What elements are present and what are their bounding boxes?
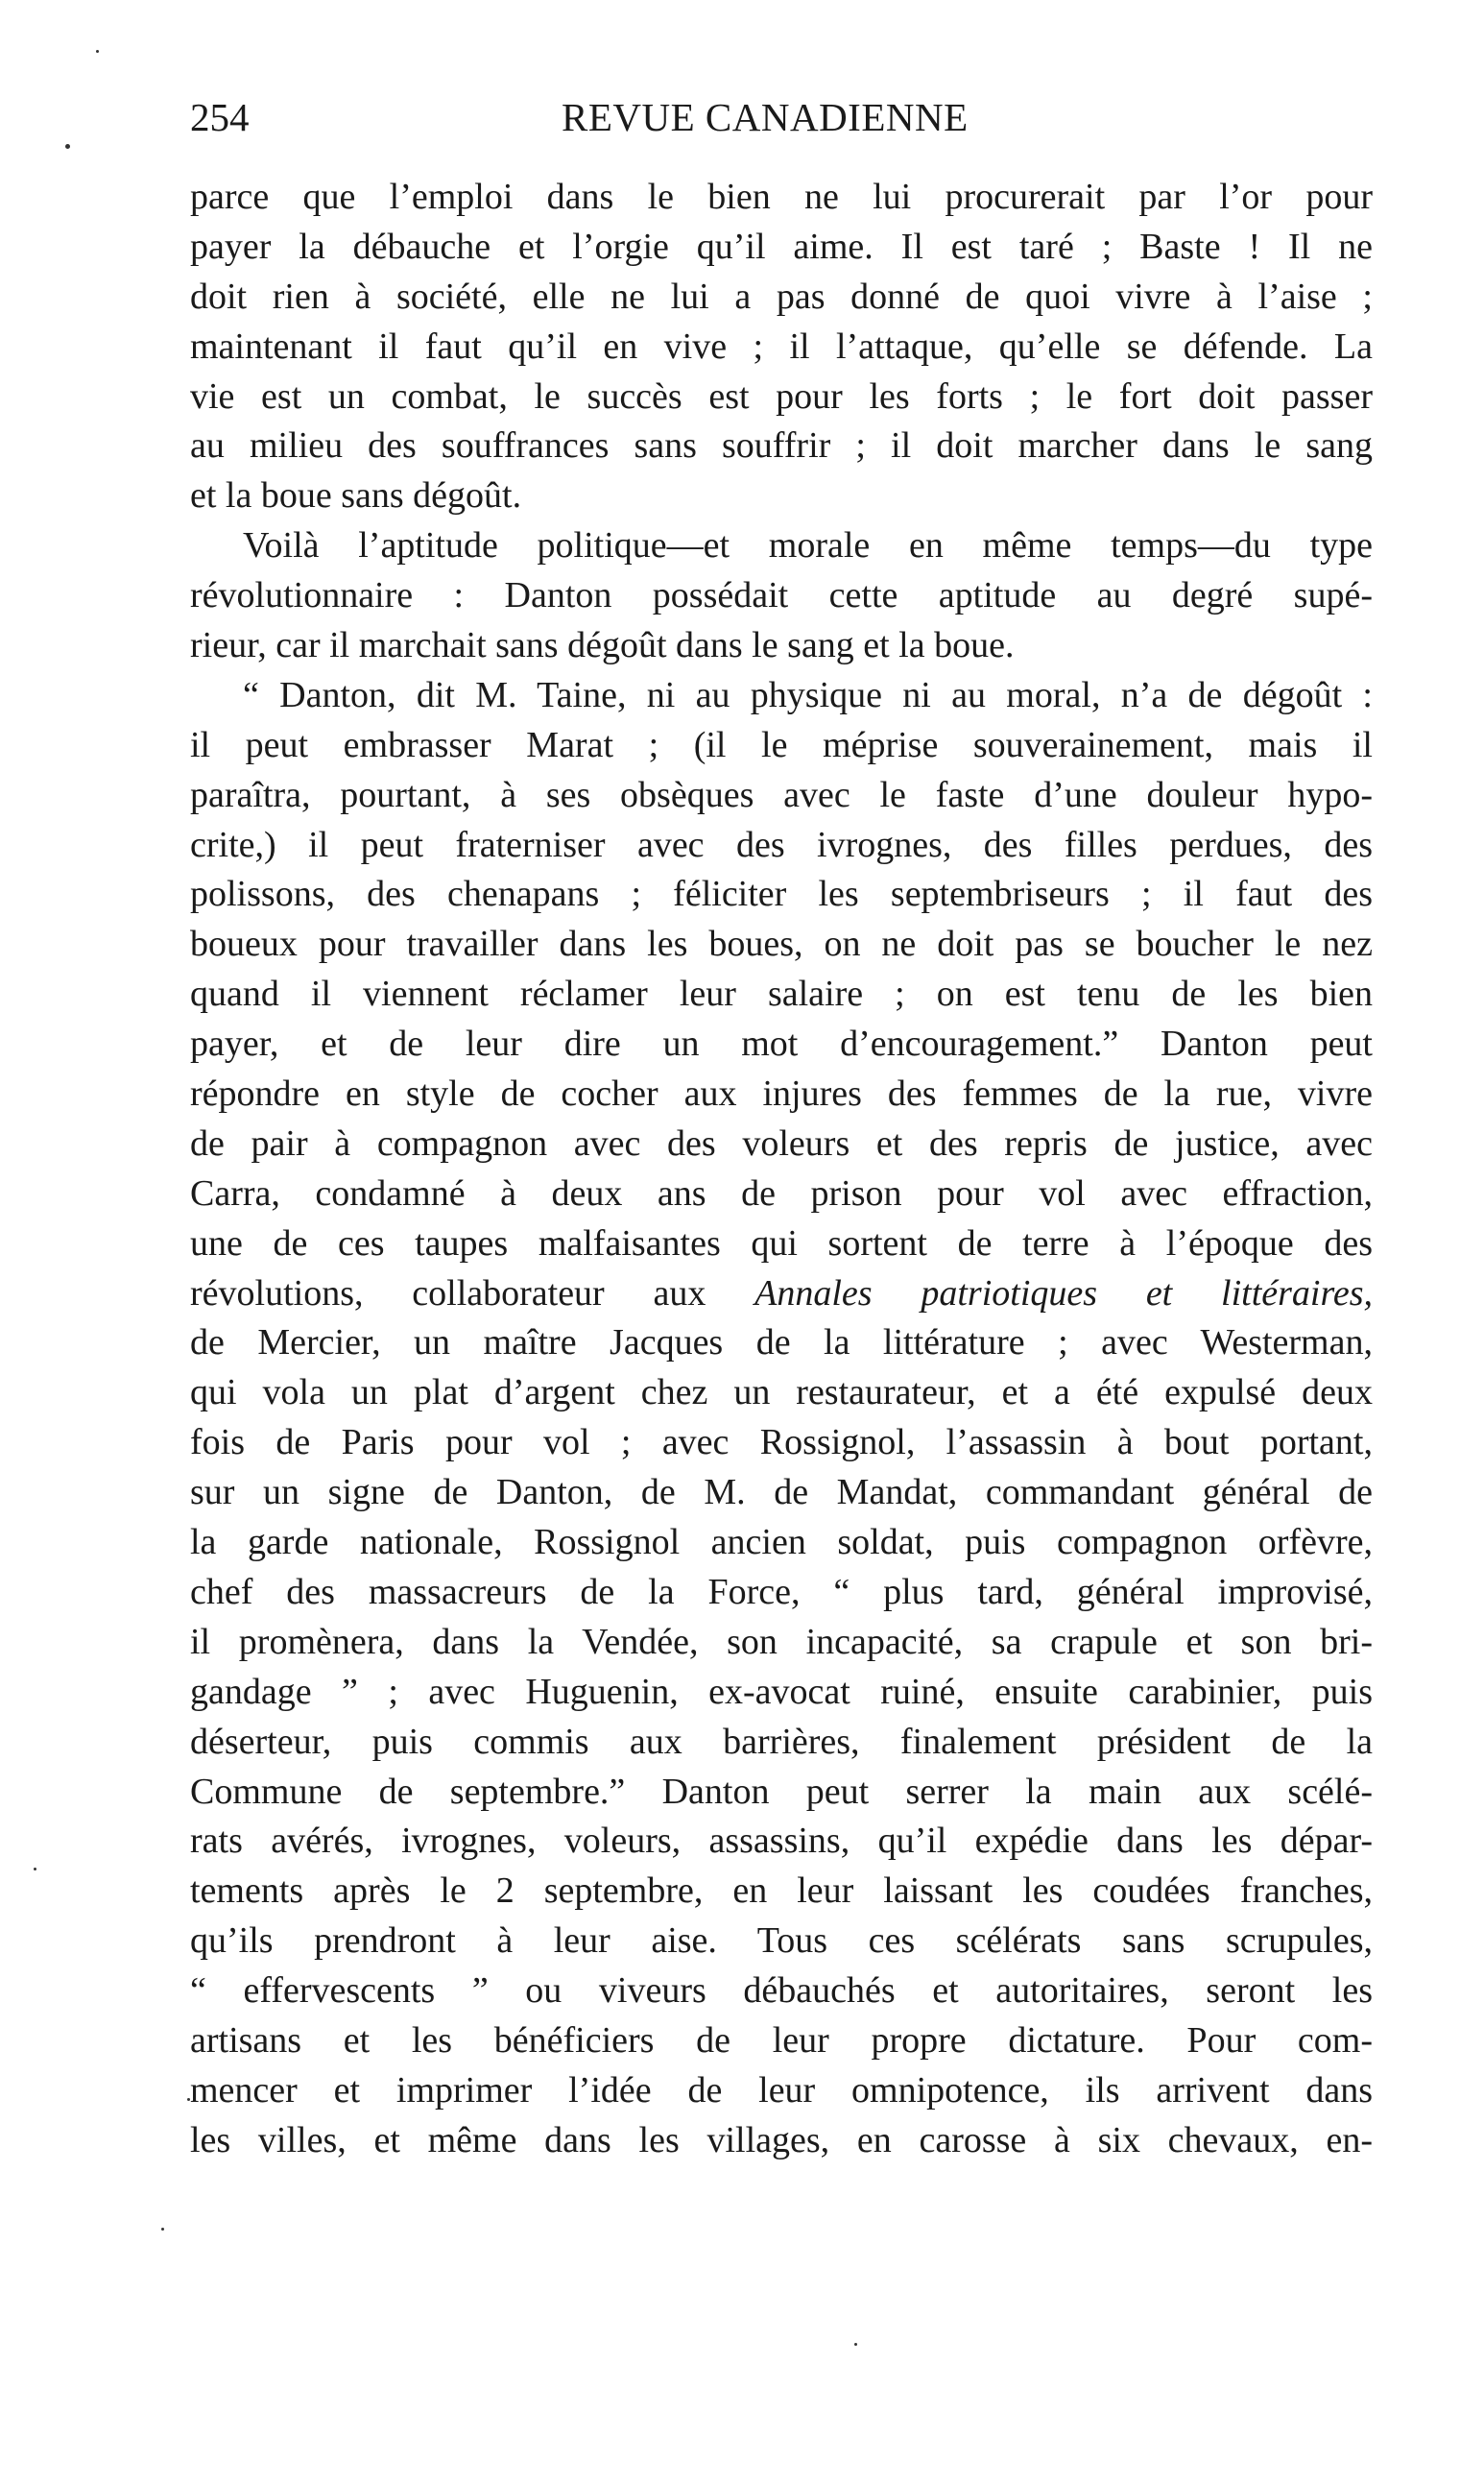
text-line: qu’ils prendront à leur aise. Tous ces scélérats sans scrupules,	[190, 1920, 1373, 1962]
text-line: Commune de septembre.” Danton peut serrer la main aux scélé-	[190, 1771, 1373, 1812]
text-line: payer, et de leur dire un mot d’encouragement.” Danton peut	[190, 1024, 1373, 1065]
text-line: la garde nationale, Rossignol ancien soldat, puis compagnon orfèvre,	[190, 1522, 1373, 1563]
scan-speck	[187, 2098, 190, 2101]
text-line: Carra, condamné à deux ans de prison pour vol avec effraction,	[190, 1172, 1373, 1214]
scan-speck	[161, 2228, 164, 2231]
text-line: rieur, car il marchait sans dégoût dans le sang et la boue.	[190, 625, 1015, 666]
body-text	[190, 173, 1373, 2166]
scan-speck	[96, 50, 99, 53]
text-line: au milieu des souffrances sans souffrir ; il doit marcher dans le sang	[190, 425, 1373, 467]
text-fragment: révolutions, collaborateur aux	[190, 1272, 755, 1314]
scan-speck	[854, 2343, 857, 2346]
text-line: vie est un combat, le succès est pour les forts ; le fort doit passer	[190, 375, 1373, 417]
scan-speck	[34, 1868, 36, 1870]
text-line: et la boue sans dégoût.	[190, 475, 522, 517]
text-line: tements après le 2 septembre, en leur laissant les coudées franches,	[190, 1870, 1373, 1912]
text-line: doit rien à société, elle ne lui a pas donné de quoi vivre à l’aise ;	[190, 276, 1373, 317]
text-line: répondre en style de cocher aux injures des femmes de la rue, vivre	[190, 1074, 1373, 1115]
text-line: une de ces taupes malfaisantes qui sortent de terre à l’époque des	[190, 1222, 1373, 1264]
scan-speck	[65, 144, 70, 149]
text-line: qui vola un plat d’argent chez un restaurateur, et a été expulsé deux	[190, 1372, 1373, 1413]
text-line: révolutionnaire : Danton possédait cette aptitude au degré supé-	[190, 575, 1373, 616]
text-line: de pair à compagnon avec des voleurs et des repris de justice, avec	[190, 1122, 1373, 1164]
text-line: il promènera, dans la Vendée, son incapacité, sa crapule et son bri-	[190, 1621, 1373, 1662]
text-line: “ effervescents ” ou viveurs débauchés et autoritaires, seront les	[190, 1970, 1373, 2012]
text-line: “ Danton, dit M. Taine, ni au physique ni au moral, n’a de dégoût :	[243, 674, 1373, 715]
text-line: boueux pour travailler dans les boues, on ne doit pas se boucher le nez	[190, 924, 1373, 965]
journal-title: Annales patriotiques et littéraires,	[754, 1272, 1373, 1314]
text-line: gandage ” ; avec Huguenin, ex-avocat ruiné, ensuite carabinier, puis	[190, 1671, 1373, 1712]
text-line: sur un signe de Danton, de M. de Mandat, commandant général de	[190, 1472, 1373, 1513]
text-line: Voilà l’aptitude politique—et morale en même temps—du type	[243, 525, 1373, 567]
text-line: rats avérés, ivrognes, voleurs, assassins, qu’il expédie dans les dépar-	[190, 1821, 1373, 1862]
text-line: les villes, et même dans les villages, en carosse à six chevaux, en-	[190, 2119, 1373, 2160]
text-line: fois de Paris pour vol ; avec Rossignol, l’assassin à bout portant,	[190, 1422, 1373, 1463]
page-number: 254	[190, 95, 250, 139]
text-line: parce que l’emploi dans le bien ne lui procurerait par l’or pour	[190, 177, 1373, 217]
text-line: paraîtra, pourtant, à ses obsèques avec le faste d’une douleur hypo-	[190, 774, 1373, 815]
text-line: il peut embrasser Marat ; (il le méprise souverainement, mais il	[190, 724, 1373, 765]
text-line: mencer et imprimer l’idée de leur omnipotence, ils arrivent dans	[190, 2069, 1373, 2111]
text-line: de Mercier, un maître Jacques de la littérature ; avec Westerman,	[190, 1322, 1373, 1363]
text-line: déserteur, puis commis aux barrières, finalement président de la	[190, 1721, 1373, 1762]
text-line: artisans et les bénéficiers de leur propre dictature. Pour com-	[190, 2019, 1373, 2061]
running-head: REVUE CANADIENNE	[562, 95, 969, 139]
text-line: polissons, des chenapans ; féliciter les septembriseurs ; il faut des	[190, 874, 1373, 915]
text-line: payer la débauche et l’orgie qu’il aime. Il est taré ; Baste ! Il ne	[190, 226, 1373, 267]
text-line-with-title	[190, 1269, 1373, 1319]
text-line: quand il viennent réclamer leur salaire ; on est tenu de les bien	[190, 974, 1373, 1015]
text-line: crite,) il peut fraterniser avec des ivrognes, des filles perdues, des	[190, 824, 1373, 865]
text-line: chef des massacreurs de la Force, “ plus tard, général improvisé,	[190, 1571, 1373, 1612]
text-line: maintenant il faut qu’il en vive ; il l’attaque, qu’elle se défende. La	[190, 326, 1373, 367]
